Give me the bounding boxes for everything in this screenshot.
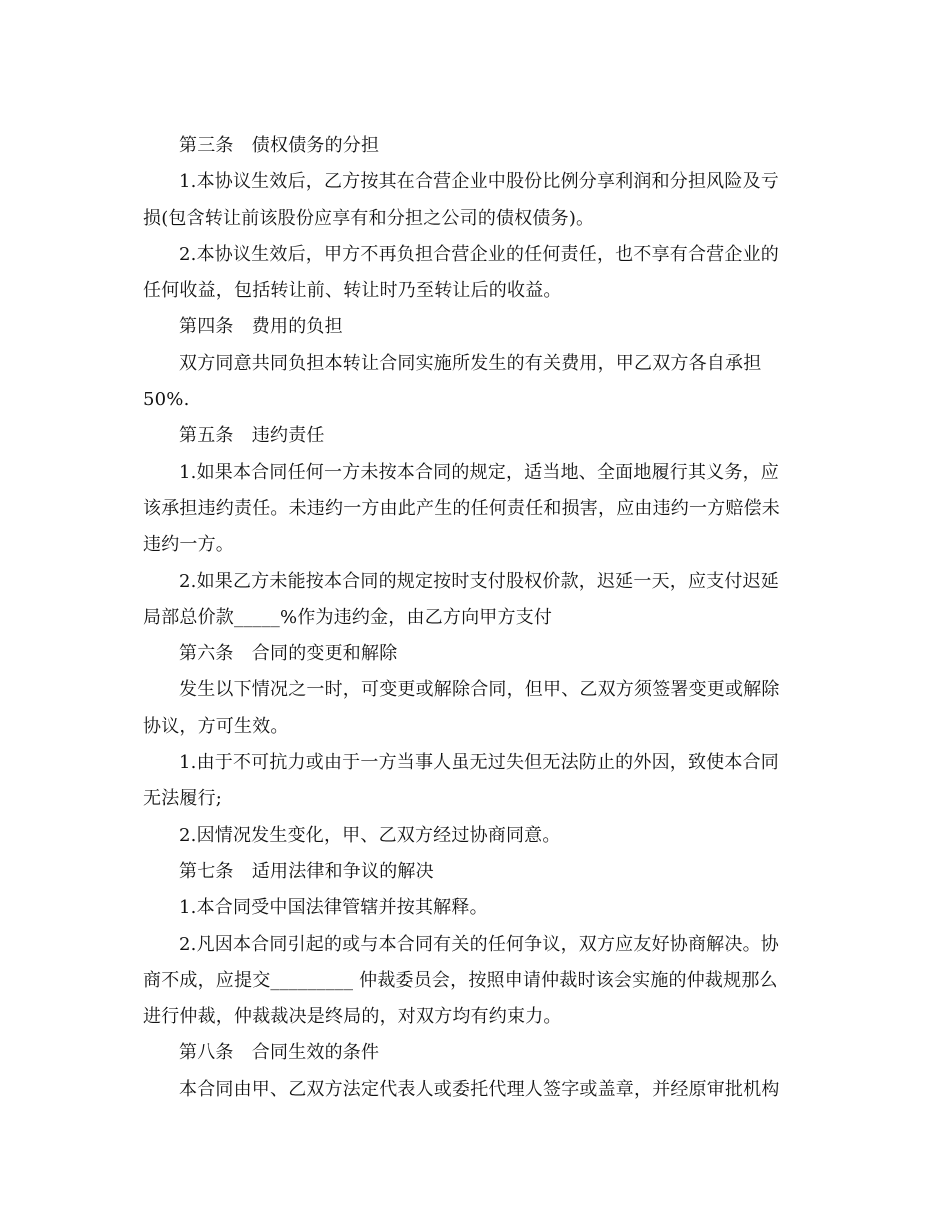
text-line: 本合同由甲、乙双方法定代表人或委托代理人签字或盖章，并经原审批机构 [179,1078,780,1100]
text-line: 进行仲裁，仲裁裁决是终局的，对双方均有约束力。 [143,1006,562,1028]
text-line: 商不成，应提交_________ 仲裁委员会，按照申请仲裁时该会实施的仲裁规那么 [143,969,778,991]
text-line: 2.本协议生效后，甲方不再负担合营企业的任何责任，也不享有合营企业的 [179,243,779,265]
section-heading: 第七条 适用法律和争议的解决 [179,860,434,882]
section-heading: 第三条 债权债务的分担 [179,135,380,156]
section-heading: 第六条 合同的变更和解除 [179,643,398,665]
text-line: 无法履行; [143,788,223,810]
section-heading: 第五条 违约责任 [179,425,325,447]
text-line: 2.因情况发生变化，甲、乙双方经过协商同意。 [179,824,561,846]
section-heading: 第八条 合同生效的条件 [179,1042,380,1064]
text-line: 双方同意共同负担本转让合同实施所发生的有关费用，甲乙双方各自承担 [179,352,762,374]
text-line: 局部总价款_____%作为违约金，由乙方向甲方支付 [143,606,553,628]
text-line: 1.由于不可抗力或由于一方当事人虽无过失但无法防止的外因，致使本合同 [179,752,779,774]
text-line: 2.凡因本合同引起的或与本合同有关的任何争议，双方应友好协商解决。协 [179,933,779,955]
text-line: 违约一方。 [143,534,234,556]
text-line: 1.如果本合同任何一方未按本合同的规定，适当地、全面地履行其义务，应 [179,461,779,483]
text-line: 2.如果乙方未能按本合同的规定按时支付股权价款，迟延一天，应支付迟延 [179,570,779,592]
text-line: 该承担违约责任。未违约一方由此产生的任何责任和损害，应由违约一方赔偿未 [143,497,780,519]
section-heading: 第四条 费用的负担 [179,316,343,338]
document-page [143,128,798,1108]
text-line: 发生以下情况之一时，可变更或解除合同，但甲、乙双方须签署变更或解除 [179,679,780,701]
text-line: 50%. [143,389,190,411]
text-line: 任何收益，包括转让前、转让时乃至转让后的收益。 [143,280,562,302]
text-line: 1.本合同受中国法律管辖并按其解释。 [179,897,488,919]
text-line: 损(包含转让前该股份应享有和分担之公司的债权债务)。 [143,207,595,229]
text-line: 协议，方可生效。 [143,715,289,737]
text-line: 1.本协议生效后，乙方按其在合营企业中股份比例分享利润和分担风险及亏 [179,171,779,193]
